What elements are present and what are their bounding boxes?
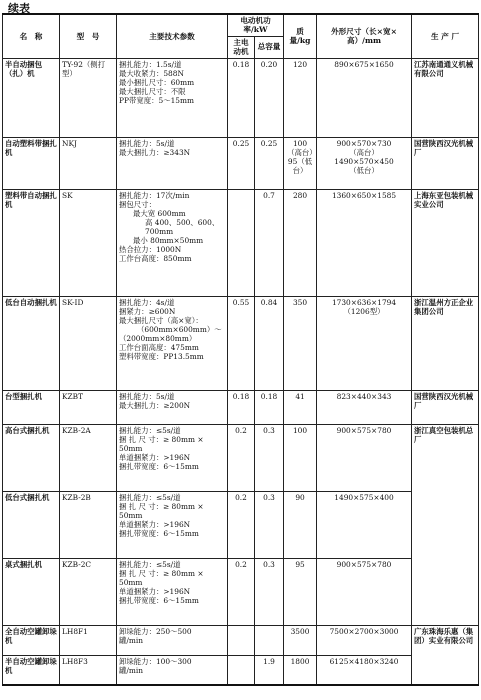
tech-line: 捆扎能力：1.5s/道 bbox=[119, 59, 182, 69]
cell-motor-total: 0.84 bbox=[255, 296, 284, 390]
cell-mass: 120 bbox=[284, 58, 317, 137]
cell-motor-total: 0.7 bbox=[255, 189, 284, 296]
tech-line: 工作台面高度：475mm bbox=[119, 342, 199, 352]
tech-line: 单道捆紧力：>196N bbox=[119, 586, 191, 596]
cell-motor-total: 0.3 bbox=[255, 491, 284, 558]
dim-line: 1730×636×1794 bbox=[331, 297, 397, 307]
cell-motor-main bbox=[228, 189, 255, 296]
cell-model: SK bbox=[60, 189, 117, 296]
tech-line: 最大捆扎力：≥343N bbox=[119, 147, 191, 157]
tech-line: 高 400、500、600、 bbox=[145, 217, 220, 227]
header-name: 名 称 bbox=[3, 14, 60, 58]
cell-mass: 95 bbox=[284, 558, 317, 625]
continuation-label: 续表 bbox=[8, 2, 30, 15]
tech-line: 捆扎能力：5s/道 bbox=[119, 138, 175, 148]
tech-line: 最小捆扎尺寸：60mm bbox=[119, 77, 195, 87]
dim-line: 1490×575×400 bbox=[334, 492, 394, 502]
tech-line: 捆 扎 尺 寸：≥ 80mm × bbox=[119, 501, 204, 511]
tech-line: 罐/min bbox=[119, 635, 144, 645]
cell-model: KZB-2A bbox=[60, 424, 117, 491]
cell-motor-main bbox=[228, 655, 255, 685]
header-motor-total: 总容量 bbox=[255, 36, 284, 58]
tech-line: 捆包尺寸： bbox=[119, 199, 156, 209]
tech-line: 最大捆扎尺寸（高×宽）： bbox=[119, 315, 203, 325]
cell-name: 桌式捆扎机 bbox=[3, 558, 60, 625]
header-motor-main: 主电动机 bbox=[228, 36, 255, 58]
cell-motor-main: 0.2 bbox=[228, 424, 255, 491]
cell-motor-main bbox=[228, 625, 255, 655]
cell-name: 自动塑料带捆扎机 bbox=[3, 137, 60, 189]
cell-tech bbox=[117, 137, 228, 189]
table-row bbox=[3, 58, 479, 137]
cell-name: 台型捆扎机 bbox=[3, 390, 60, 424]
header-mass: 质量/kg bbox=[284, 14, 317, 58]
cell-motor-total: 0.18 bbox=[255, 390, 284, 424]
cell-tech bbox=[117, 58, 228, 137]
dim-line: 7500×2700×3000 bbox=[329, 626, 399, 636]
dim-line: （低台） bbox=[349, 165, 379, 175]
cell-tech bbox=[117, 424, 228, 491]
cell-model: LH8F3 bbox=[60, 655, 117, 685]
table-row bbox=[3, 491, 479, 558]
dim-line: （1206型） bbox=[343, 306, 385, 316]
table-row bbox=[3, 625, 479, 655]
cell-tech bbox=[117, 625, 228, 655]
cell-mass: 41 bbox=[284, 390, 317, 424]
tech-line: 卸垛能力：100～300 bbox=[119, 656, 192, 666]
dim-line: 1490×570×450 bbox=[334, 156, 394, 166]
cell-motor-main: 0.18 bbox=[228, 390, 255, 424]
cell-mass: 1800 bbox=[284, 655, 317, 685]
cell-model: TY-92（侧打型） bbox=[60, 58, 117, 137]
cell-manufacturer: 国营陕西汉光机械厂 bbox=[412, 390, 479, 424]
tech-line: 单道捆紧力：>196N bbox=[119, 519, 191, 529]
equipment-table bbox=[2, 13, 479, 686]
table-row bbox=[3, 137, 479, 189]
header-model: 型 号 bbox=[60, 14, 117, 58]
cell-manufacturer: 浙江真空包装机总厂 bbox=[412, 424, 479, 625]
tech-line: 捆 扎 尺 寸：≥ 80mm × bbox=[119, 434, 204, 444]
tech-line: 最大收紧力：588N bbox=[119, 68, 184, 78]
tech-line: 50mm bbox=[119, 443, 143, 453]
cell-dimensions bbox=[317, 58, 412, 137]
tech-line: 最大捆扎尺寸：不限 bbox=[119, 86, 186, 96]
cell-motor-total bbox=[255, 625, 284, 655]
cell-dimensions bbox=[317, 189, 412, 296]
cell-motor-main: 0.25 bbox=[228, 137, 255, 189]
cell-name: 半自动捆包（扎）机 bbox=[3, 58, 60, 137]
cell-dimensions bbox=[317, 390, 412, 424]
tech-line: 卸垛能力：250～500 bbox=[119, 626, 192, 636]
dim-line: 890×675×1650 bbox=[334, 59, 394, 69]
cell-dimensions bbox=[317, 296, 412, 390]
cell-dimensions bbox=[317, 625, 412, 655]
cell-mass: 100（高台）95（低台） bbox=[284, 137, 317, 189]
cell-manufacturer: 江苏南通通义机械有限公司 bbox=[412, 58, 479, 137]
tech-line: （600mm×600mm）～ bbox=[137, 324, 222, 334]
cell-dimensions bbox=[317, 655, 412, 685]
cell-manufacturer: 国营陕西汉光机械厂 bbox=[412, 137, 479, 189]
tech-line: 捆扎能力：≤5s/道 bbox=[119, 559, 181, 569]
cell-motor-total: 1.9 bbox=[255, 655, 284, 685]
dim-line: 6125×4180×3240 bbox=[329, 656, 399, 666]
cell-model: SK-ID bbox=[60, 296, 117, 390]
dim-line: 900×575×780 bbox=[336, 559, 392, 569]
tech-line: 捆扎带宽度：6～15mm bbox=[119, 461, 199, 471]
cell-dimensions bbox=[317, 137, 412, 189]
tech-line: 最大捆扎力：≥200N bbox=[119, 400, 191, 410]
header-dimensions: 外形尺寸（长×宽×高）/mm bbox=[317, 14, 412, 58]
tech-line: 最小 80mm×50mm bbox=[133, 235, 204, 245]
tech-line: PP带宽度：5～15mm bbox=[119, 95, 195, 105]
tech-line: 捆扎带宽度：6～15mm bbox=[119, 595, 199, 605]
header-manufacturer: 生 产 厂 bbox=[412, 14, 479, 58]
tech-line: 热合拉力：1000N bbox=[119, 244, 182, 254]
table-row bbox=[3, 189, 479, 296]
tech-line: 罐/min bbox=[119, 665, 144, 675]
tech-line: 50mm bbox=[119, 577, 143, 587]
cell-model: NKJ bbox=[60, 137, 117, 189]
cell-mass: 100 bbox=[284, 424, 317, 491]
header-tech: 主要技术参数 bbox=[117, 14, 228, 58]
table-row bbox=[3, 296, 479, 390]
cell-dimensions bbox=[317, 558, 412, 625]
cell-motor-total: 0.3 bbox=[255, 558, 284, 625]
table-row bbox=[3, 558, 479, 625]
cell-tech bbox=[117, 390, 228, 424]
cell-dimensions bbox=[317, 491, 412, 558]
cell-motor-main: 0.2 bbox=[228, 491, 255, 558]
tech-line: 50mm bbox=[119, 510, 143, 520]
cell-mass: 3500 bbox=[284, 625, 317, 655]
cell-model: KZBT bbox=[60, 390, 117, 424]
dim-line: 900×575×780 bbox=[336, 425, 392, 435]
tech-line: 捆 扎 尺 寸：≥ 80mm × bbox=[119, 568, 204, 578]
dim-line: 900×570×730 bbox=[336, 138, 392, 148]
tech-line: 塑料带宽度：PP13.5mm bbox=[119, 351, 204, 361]
dim-line: 1360×650×1585 bbox=[331, 190, 397, 200]
tech-line: 700mm bbox=[145, 226, 174, 236]
table-row bbox=[3, 655, 479, 685]
cell-motor-main: 0.2 bbox=[228, 558, 255, 625]
cell-name: 低台式捆扎机 bbox=[3, 491, 60, 558]
tech-line: 捆扎能力：4s/道 bbox=[119, 297, 175, 307]
cell-motor-main: 0.55 bbox=[228, 296, 255, 390]
cell-model: KZB-2B bbox=[60, 491, 117, 558]
cell-manufacturer: 浙江温州方正企业集团公司 bbox=[412, 296, 479, 390]
tech-line: 捆紧力：≥600N bbox=[119, 306, 176, 316]
dim-line: 823×440×343 bbox=[336, 391, 392, 401]
cell-model: LH8F1 bbox=[60, 625, 117, 655]
cell-manufacturer: 广东珠海乐惠（集团）实业有限公司 bbox=[412, 625, 479, 685]
cell-mass: 350 bbox=[284, 296, 317, 390]
header-motor-power: 电动机功率/kW bbox=[228, 14, 284, 36]
dim-line: （高台） bbox=[349, 147, 379, 157]
cell-tech bbox=[117, 296, 228, 390]
cell-mass: 90 bbox=[284, 491, 317, 558]
cell-name: 低台自动捆扎机 bbox=[3, 296, 60, 390]
table-row bbox=[3, 390, 479, 424]
tech-line: 捆扎带宽度：6～15mm bbox=[119, 528, 199, 538]
cell-dimensions bbox=[317, 424, 412, 491]
tech-line: （2000mm×80mm） bbox=[119, 333, 197, 343]
cell-name: 塑料带自动捆扎机 bbox=[3, 189, 60, 296]
cell-motor-total: 0.25 bbox=[255, 137, 284, 189]
tech-line: 捆扎能力：17次/min bbox=[119, 190, 190, 200]
cell-name: 高台式捆扎机 bbox=[3, 424, 60, 491]
cell-tech bbox=[117, 491, 228, 558]
tech-line: 捆扎能力：5s/道 bbox=[119, 391, 175, 401]
cell-motor-total: 0.20 bbox=[255, 58, 284, 137]
cell-manufacturer: 上海东亚包装机械实业公司 bbox=[412, 189, 479, 296]
table-row bbox=[3, 424, 479, 491]
tech-line: 捆扎能力：≤5s/道 bbox=[119, 492, 181, 502]
tech-line: 工作台高度：850mm bbox=[119, 253, 192, 263]
tech-line: 最大宽 600mm bbox=[133, 208, 186, 218]
cell-tech bbox=[117, 189, 228, 296]
cell-mass: 280 bbox=[284, 189, 317, 296]
cell-name: 全自动空罐卸垛机 bbox=[3, 625, 60, 655]
cell-tech bbox=[117, 655, 228, 685]
tech-line: 捆扎能力：≤5s/道 bbox=[119, 425, 181, 435]
cell-tech bbox=[117, 558, 228, 625]
tech-line: 单道捆紧力：>196N bbox=[119, 452, 191, 462]
cell-name: 半自动空罐卸垛机 bbox=[3, 655, 60, 685]
cell-motor-total: 0.3 bbox=[255, 424, 284, 491]
cell-motor-main: 0.18 bbox=[228, 58, 255, 137]
cell-model: KZB-2C bbox=[60, 558, 117, 625]
